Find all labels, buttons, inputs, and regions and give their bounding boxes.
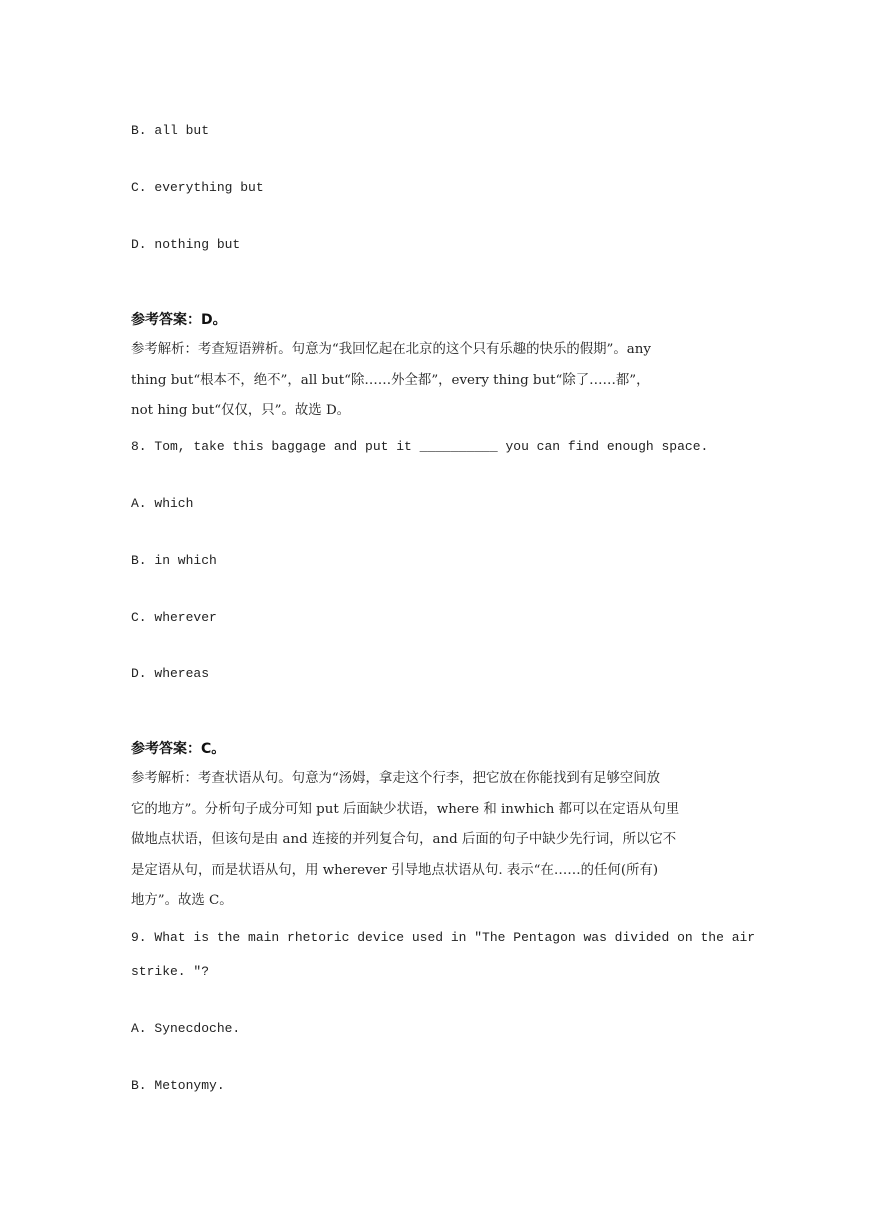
option-b: B. in which	[131, 553, 217, 568]
explanation-line: not hing but“仅仅，只”。故选 D。	[131, 403, 351, 418]
explanation-line: 参考解析：考查状语从句。句意为“汤姆，拿走这个行李，把它放在你能找到有足够空间放	[131, 771, 661, 786]
answer-label: 参考答案：C。	[131, 741, 226, 757]
option-a: A. which	[131, 496, 194, 511]
question-9-stem-continued: strike. "?	[131, 964, 210, 979]
question-9-stem: 9. What is the main rhetoric device used in "The Pentagon was divided on the air	[131, 930, 756, 945]
question-8-stem: 8. Tom, take this baggage and put it __________ you can find enough space.	[131, 439, 709, 454]
explanation-line: 它的地方”。分析句子成分可知 put 后面缺少状语，where 和 inwhich 都可以在定语从句里	[131, 802, 680, 817]
explanation-line: 是定语从句，而是状语从句，用 wherever 引导地点状语从句. 表示“在……的任何(所有)	[131, 863, 659, 878]
option-c: C. wherever	[131, 610, 217, 625]
explanation-line: 地方”。故选 C。	[131, 893, 233, 908]
option-a: A. Synecdoche.	[131, 1021, 241, 1036]
option-b: B. Metonymy.	[131, 1078, 225, 1093]
explanation-line: 参考解析：考查短语辨析。句意为“我回忆起在北京的这个只有乐趣的快乐的假期”。any	[131, 342, 651, 357]
option-d: D. nothing but	[131, 237, 241, 252]
option-d: D. whereas	[131, 666, 210, 681]
option-b: B. all but	[131, 123, 210, 138]
option-c: C. everything but	[131, 180, 264, 195]
explanation-line: thing but“根本不，绝不”，all but“除……外全都”，every thing but“除了……都”，	[131, 373, 650, 388]
explanation-line: 做地点状语，但该句是由 and 连接的并列复合句，and 后面的句子中缺少先行词，所以它不	[131, 832, 677, 847]
answer-label: 参考答案：D。	[131, 312, 227, 328]
